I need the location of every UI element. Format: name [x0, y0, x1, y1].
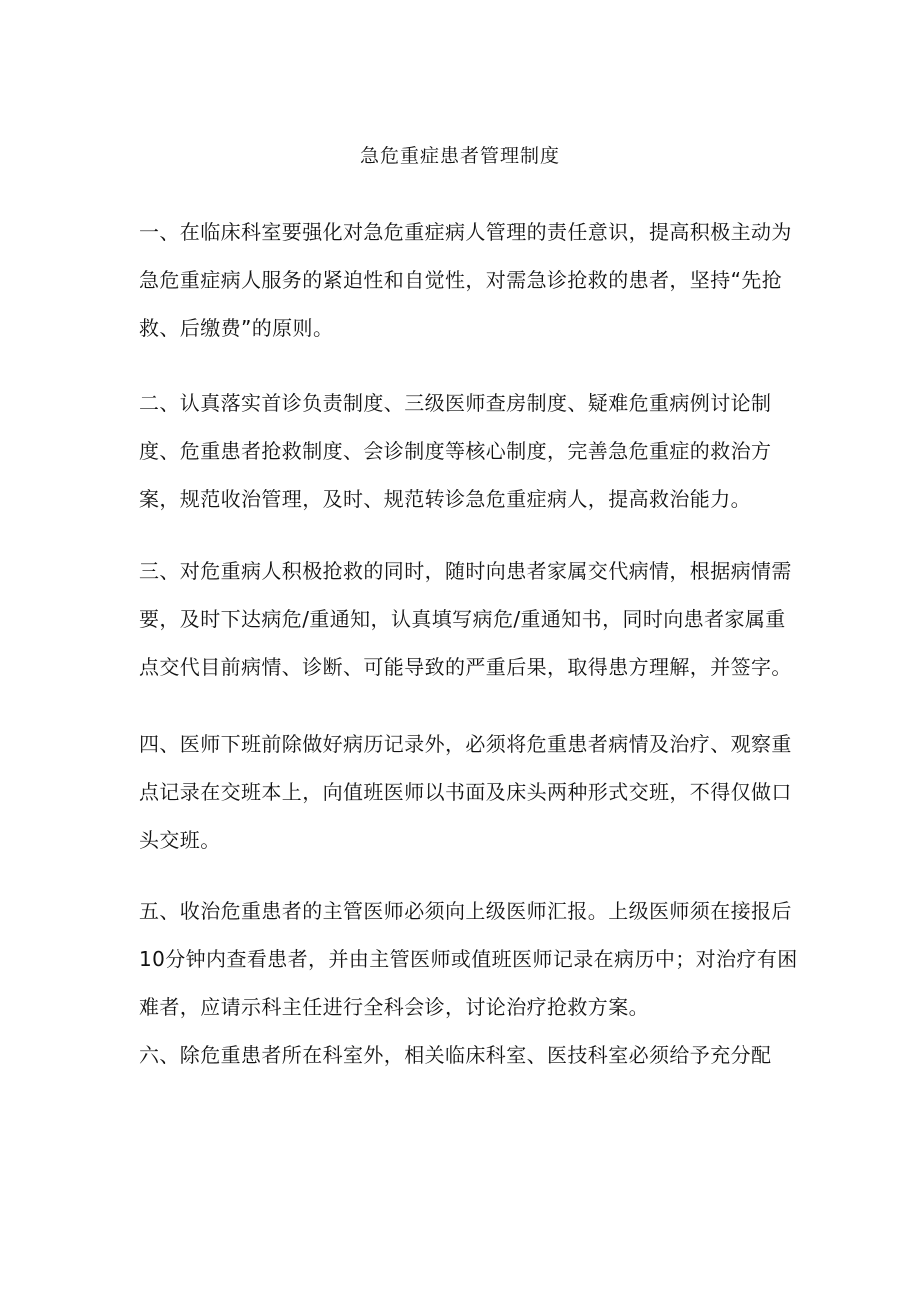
paragraph-5: 五、收治危重患者的主管医师必须向上级医师汇报。上级医师须在接报后10分钟内查看患者，并由主管医师或值班医师记录在病历中；对治疗有困难者，应请示科主任进行全科会诊，讨论治疗抢救方案。 [139, 899, 798, 1019]
paragraph-3: 三、对危重病人积极抢救的同时，随时向患者家属交代病情，根据病情需要，及时下达病危/重通知，认真填写病危/重通知书，同时向患者家属重点交代目前病情、诊断、可能导致的严重后果，取得患方理解，并签字。 [139, 559, 792, 679]
paragraph-4: 四、医师下班前除做好病历记录外，必须将危重患者病情及治疗、观察重点记录在交班本上，向值班医师以书面及床头两种形式交班，不得仅做口头交班。 [139, 732, 792, 852]
paragraph-2: 二、认真落实首诊负责制度、三级医师查房制度、疑难危重病例讨论制度、危重患者抢救制度、会诊制度等核心制度，完善急危重症的救治方案，规范收治管理，及时、规范转诊急危重症病人，提高救治能力。 [139, 391, 772, 511]
paragraph-6: 六、除危重患者所在科室外，相关临床科室、医技科室必须给予充分配 [139, 1043, 772, 1067]
paragraph-1: 一、在临床科室要强化对急危重症病人管理的责任意识，提高积极主动为急危重症病人服务的紧迫性和自觉性，对需急诊抢救的患者，坚持“先抢救、后缴费”的原则。 [139, 220, 792, 340]
document-title: 急危重症患者管理制度 [359, 145, 560, 167]
